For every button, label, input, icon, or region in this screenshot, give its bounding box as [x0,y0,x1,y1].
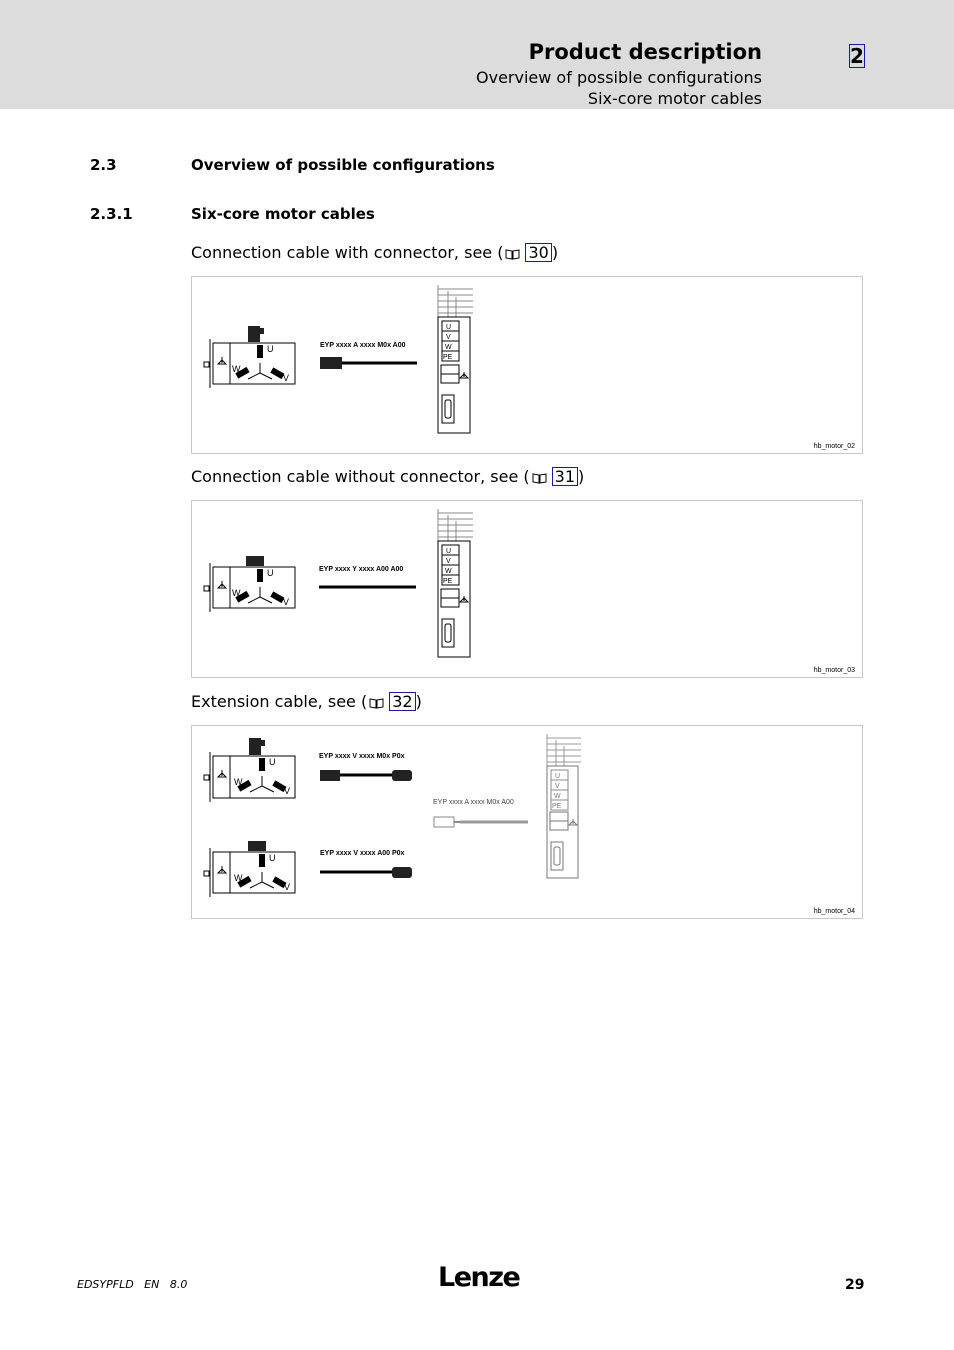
drive-terminal-u: U [446,324,452,331]
inverter-symbol [438,285,473,433]
caption-text: Connection cable with connector, see ( [191,243,504,262]
motor-symbol [204,326,295,388]
figure-extension-cable [191,725,863,919]
subsection-subtitle: Six-core motor cables [587,89,762,108]
inverter-symbol [438,509,473,657]
figure-label: hb_motor_02 [813,443,855,450]
motor-symbol [204,841,295,897]
book-icon [532,472,547,484]
section-title: Overview of possible configurations [191,156,495,174]
figure-connection-with-connector [191,276,863,454]
cable-label-middle: EYP xxxx A xxxx M0x A00 [433,799,514,806]
caption-text: Connection cable without connector, see ( [191,467,530,486]
motor-terminal-v: V [284,882,291,892]
motor-terminal-u: U [267,344,274,354]
drive-terminal-u: U [446,548,452,555]
motor-terminal-u: U [269,853,276,863]
motor-terminal-v: V [284,786,291,796]
motor-terminal-u: U [269,757,276,767]
figure-label: hb_motor_04 [813,908,855,915]
caption-end: ) [578,467,585,486]
terminal-box [246,556,264,566]
caption-end: ) [551,243,559,262]
figure-caption [191,467,584,486]
motor-terminal-u: U [267,568,274,578]
chapter-number-link[interactable]: 2 [850,44,864,68]
extension-cable-bottom [320,867,412,878]
book-icon [369,697,384,709]
drive-terminal-v: V [446,334,451,341]
extension-cable-top [320,770,412,781]
drive-terminal-v: V [555,783,560,790]
cable-label-bottom: EYP xxxx V xxxx A00 P0x [320,850,405,857]
subsection-number: 2.3.1 [90,205,133,223]
cable-label-top: EYP xxxx V xxxx M0x P0x [319,753,405,760]
figure-connection-without-connector [191,500,863,678]
page-number: 29 [845,1277,865,1293]
page-ref-link[interactable]: 30 [525,243,551,262]
book-icon [505,248,520,260]
terminal-box [248,841,266,851]
motor-symbol [204,738,295,802]
cable-label: EYP xxxx A xxxx M0x A00 [320,342,406,349]
wiring-diagram [192,501,864,679]
motor-terminal-w: W [234,873,243,883]
lenze-logo: Lenze [438,1262,520,1293]
document-id: EDSYPFLD EN 8.0 [77,1278,188,1291]
chapter-title: Product description [528,40,762,64]
drive-terminal-u: U [555,773,561,780]
figure-caption [191,243,558,262]
motor-terminal-w: W [232,364,241,374]
figure-label: hb_motor_03 [813,667,855,674]
motor-terminal-v: V [283,597,290,607]
connection-cable-grey [434,817,528,827]
motor-terminal-v: V [283,373,290,383]
wiring-diagram [192,726,864,920]
inverter-symbol [547,734,581,878]
caption-text: Extension cable, see ( [191,692,368,711]
caption-end: ) [415,692,422,711]
motor-terminal-w: W [232,588,241,598]
drive-terminal-w: W [445,344,452,351]
drive-terminal-pe: PE [443,578,453,585]
wiring-diagram [192,277,864,455]
section-number: 2.3 [90,156,117,174]
cable [320,357,417,369]
drive-terminal-w: W [445,568,452,575]
motor-symbol [204,556,295,612]
subsection-title: Six-core motor cables [191,205,375,223]
page-ref-link[interactable]: 31 [552,467,578,486]
drive-terminal-pe: PE [552,803,562,810]
figure-caption [191,692,422,711]
drive-terminal-w: W [554,793,561,800]
drive-terminal-pe: PE [443,354,453,361]
page-ref-link[interactable]: 32 [389,692,415,711]
drive-terminal-v: V [446,558,451,565]
section-subtitle: Overview of possible configurations [476,68,762,87]
cable-label: EYP xxxx Y xxxx A00 A00 [319,566,404,573]
motor-terminal-w: W [234,777,243,787]
header-band [0,0,954,109]
